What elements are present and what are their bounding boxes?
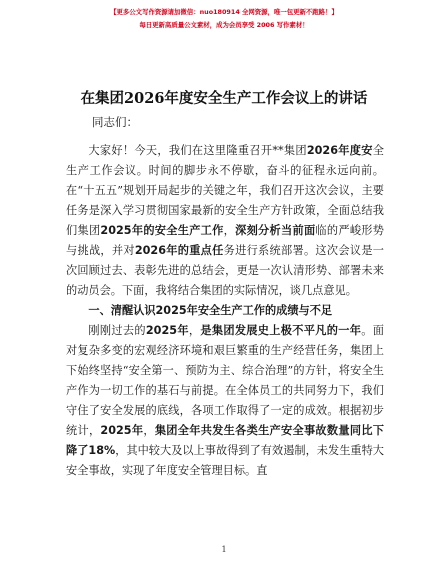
p2-text-c: ，	[188, 324, 201, 337]
p2-milestone-highlight: 是集团发展史上极不平凡的一年	[200, 324, 362, 337]
salutation: 同志们：	[92, 115, 138, 129]
section-heading-1: 一、清醒认识2025年安全生产工作的成绩与不足	[88, 304, 333, 317]
paragraph-1	[66, 141, 384, 301]
p2-percent-highlight: 18%	[88, 444, 116, 457]
document-title: 在集团2026年度安全生产工作会议上的讲话	[80, 90, 368, 107]
p2-text-a: 刚刚过去的	[88, 324, 146, 337]
p1-text-c: 全生产工作会议。时间的脚步永不停歇，奋斗的征程永远向前。在“十五五”规划开局起步的关键之年，我们召开这次会议，主要任务是深入学习贯彻国家最新的安全生产方针政策，全面总结我们集团	[66, 144, 384, 237]
p1-text-e: ，	[223, 224, 236, 237]
p2-year-highlight: 2025年	[145, 324, 189, 337]
p1-analysis-highlight: 深刻分析当前面	[235, 224, 316, 237]
p2-accident-highlight: 集团全年共发生各类生产安全事故数量同比下降了	[66, 424, 384, 457]
p2-text-g: ，	[143, 424, 155, 437]
p2-text-e: 。面对复杂多变的宏观经济环境和艰巨繁重的生产经营任务，集团上下始终坚持“安全第一、预防为主、综合治理”的方针，将安全生产作为一切工作的基石与前提。在全体员工的共同努力下，我们守住了安全发展的底线，各项工作取得了一定的成效。根据初步统计，	[66, 324, 384, 437]
p1-text-g: 临的严峻形势与挑战，并对	[66, 224, 384, 257]
page-number: 1	[221, 545, 227, 554]
promo-banner-line-1: 【更多公文写作资源请加微信：nuo180914 全网资源，唯一包更新不跑路！】	[110, 8, 338, 16]
promo-banner-line-2: 每日更新高质量公文素材，成为会员享受 2006 写作素材！	[139, 21, 309, 29]
p1-2026-highlight: 2026年的重点任	[134, 244, 224, 257]
document-body	[66, 141, 384, 481]
p1-text-a: 大家好！今天，我们在这里隆重召开**集团	[88, 144, 307, 157]
promo-banner	[0, 6, 448, 32]
p2-text-j: ，其中较大及以上事故得到了有效遏制，未发生重特大安全事故，实现了年度安全管理目标。直	[66, 444, 384, 477]
p2-year-highlight-2: 2025年	[100, 424, 144, 437]
paragraph-2	[66, 321, 384, 481]
p1-year-highlight: 2026年度安	[306, 144, 373, 157]
p1-text-i: 务进行系统部署。这次会议是一次回顾过去、表彰先进的总结会，更是一次认清形势、部署未来的动员会。下面，我将结合集团的实际情况，谈几点意见。	[66, 244, 384, 297]
p1-2025-highlight: 2025年的安全生产工作	[100, 224, 224, 237]
